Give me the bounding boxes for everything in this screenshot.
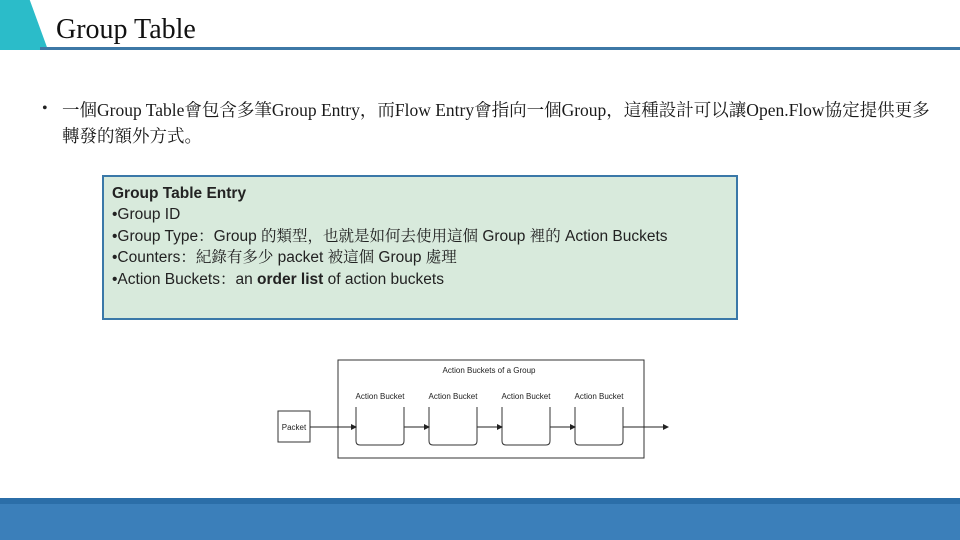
action-bucket-label: Action Bucket [355,392,405,401]
bullet-paragraph: 一個Group Table會包含多筆Group Entry，而Flow Entry會指向一個Group，這種設計可以讓Open.Flow協定提供更多轉發的額外方式。 [62,100,930,146]
action-bucket-label: Action Bucket [574,392,624,401]
action-buckets-bold: order list [257,270,324,288]
action-bucket-label: Action Bucket [501,392,551,401]
slide-title: Group Table [56,14,196,45]
entry-line-counters: •Counters：紀錄有多少 packet 被這個 Group 處理 [112,249,457,267]
group-frame-title: Action Buckets of a Group [442,366,536,375]
footer-top-strip [0,498,960,504]
action-bucket-3 [502,392,552,445]
action-buckets-suffix: of action buckets [323,270,444,288]
corner-accent-shape [0,0,48,50]
action-buckets-prefix: •Action Buckets：an [112,270,257,288]
title-underline [40,47,960,50]
action-bucket-label: Action Bucket [428,392,478,401]
entry-line-action-buckets [112,269,728,290]
packet-label: Packet [281,423,307,432]
entry-line-group-id: •Group ID [112,206,181,224]
action-bucket-4 [575,392,625,445]
footer-bar [0,498,960,540]
group-table-entry-box [102,175,738,320]
bullet-marker: • [42,100,48,117]
action-buckets-diagram [276,357,676,461]
action-bucket-2 [429,392,479,445]
action-bucket-1 [356,392,406,445]
entry-box-heading: Group Table Entry [112,185,247,202]
entry-line-group-type: •Group Type：Group 的類型，也就是如何去使用這個 Group 裡的 Action Buckets [112,227,668,245]
